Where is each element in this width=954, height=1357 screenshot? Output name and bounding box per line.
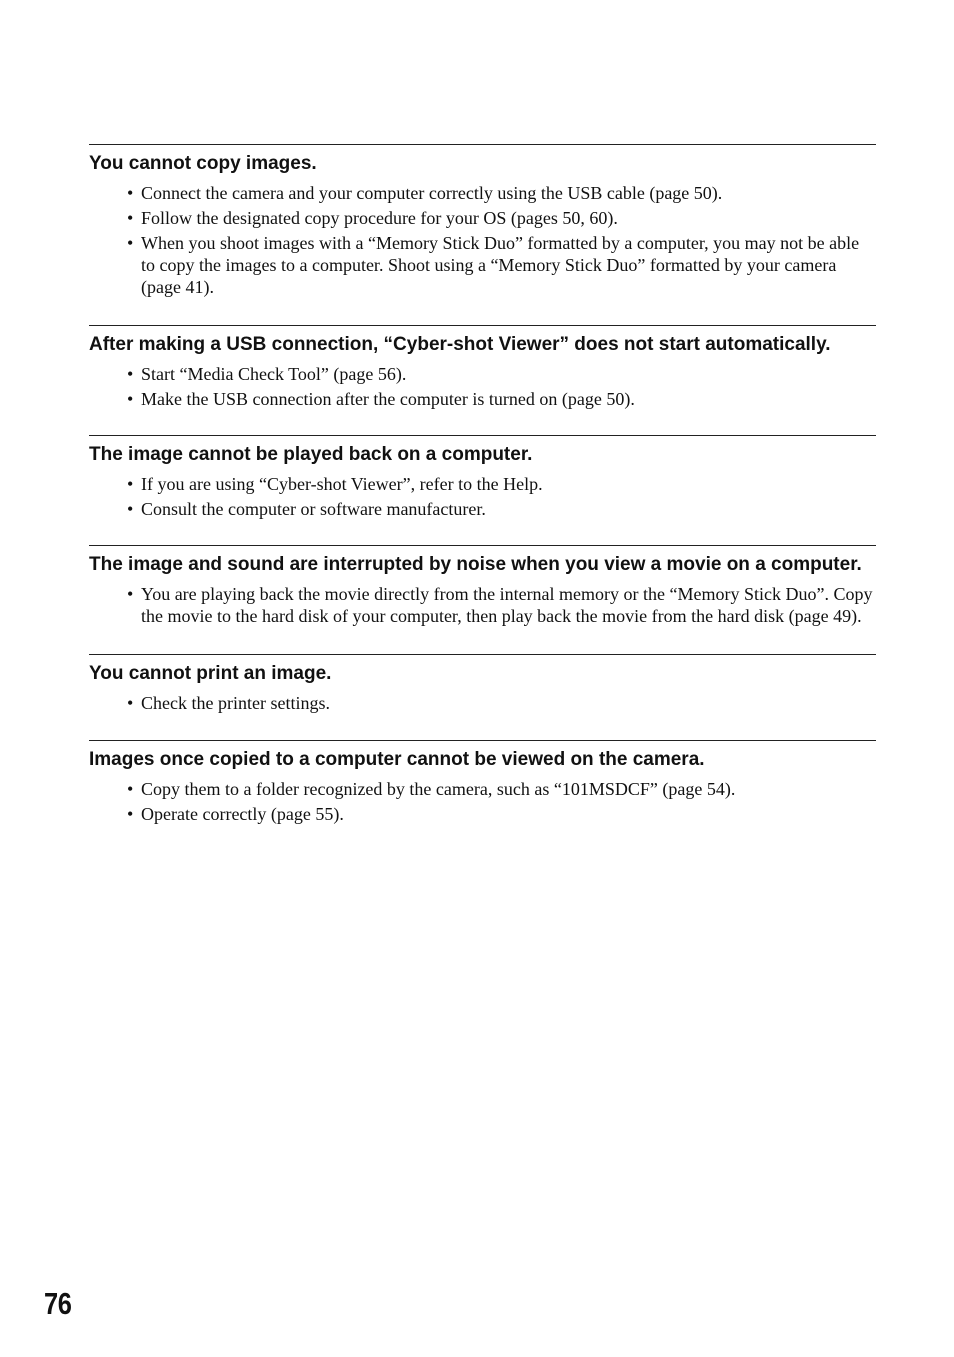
section-cannot-copy-images — [89, 144, 876, 298]
section-cannot-play-back — [89, 435, 876, 520]
list-item: • If you are using “Cyber-shot Viewer”, refer to the Help. — [127, 473, 876, 495]
section-heading: The image and sound are interrupted by noise when you view a movie on a computer. — [89, 554, 862, 575]
bullet-list — [89, 473, 876, 520]
list-item: • Consult the computer or software manufacturer. — [127, 498, 876, 520]
bullet-list — [89, 583, 876, 627]
bullet-list — [89, 692, 876, 714]
section-cannot-print — [89, 654, 876, 714]
bullet-list — [89, 363, 876, 410]
section-copied-images-not-viewable — [89, 740, 876, 825]
section-viewer-not-starting — [89, 325, 876, 410]
list-item: • You are playing back the movie directly from the internal memory or the “Memory Stick Duo”. Copy the movie to the hard disk of your computer, then play back the movie from the hard disk (page 49). — [127, 583, 876, 627]
list-item: • Copy them to a folder recognized by the camera, such as “101MSDCF” (page 54). — [127, 778, 876, 800]
bullet-list — [89, 778, 876, 825]
section-heading: After making a USB connection, “Cyber-shot Viewer” does not start automatically. — [89, 334, 831, 355]
troubleshooting-content — [89, 144, 876, 828]
bullet-list — [89, 182, 876, 298]
list-item: • When you shoot images with a “Memory Stick Duo” formatted by a computer, you may not be able to copy the images to a computer. Shoot using a “Memory Stick Duo” formatted by your camera (page 41). — [127, 232, 876, 298]
section-heading: The image cannot be played back on a computer. — [89, 444, 533, 465]
section-heading: You cannot copy images. — [89, 153, 317, 174]
section-heading: Images once copied to a computer cannot be viewed on the camera. — [89, 749, 705, 770]
section-heading: You cannot print an image. — [89, 663, 332, 684]
list-item: • Start “Media Check Tool” (page 56). — [127, 363, 876, 385]
section-movie-noise — [89, 545, 876, 627]
list-item: • Connect the camera and your computer correctly using the USB cable (page 50). — [127, 182, 876, 204]
list-item: • Check the printer settings. — [127, 692, 876, 714]
list-item: • Operate correctly (page 55). — [127, 803, 876, 825]
page-number: 76 — [44, 1286, 72, 1321]
list-item: • Follow the designated copy procedure for your OS (pages 50, 60). — [127, 207, 876, 229]
list-item: • Make the USB connection after the computer is turned on (page 50). — [127, 388, 876, 410]
